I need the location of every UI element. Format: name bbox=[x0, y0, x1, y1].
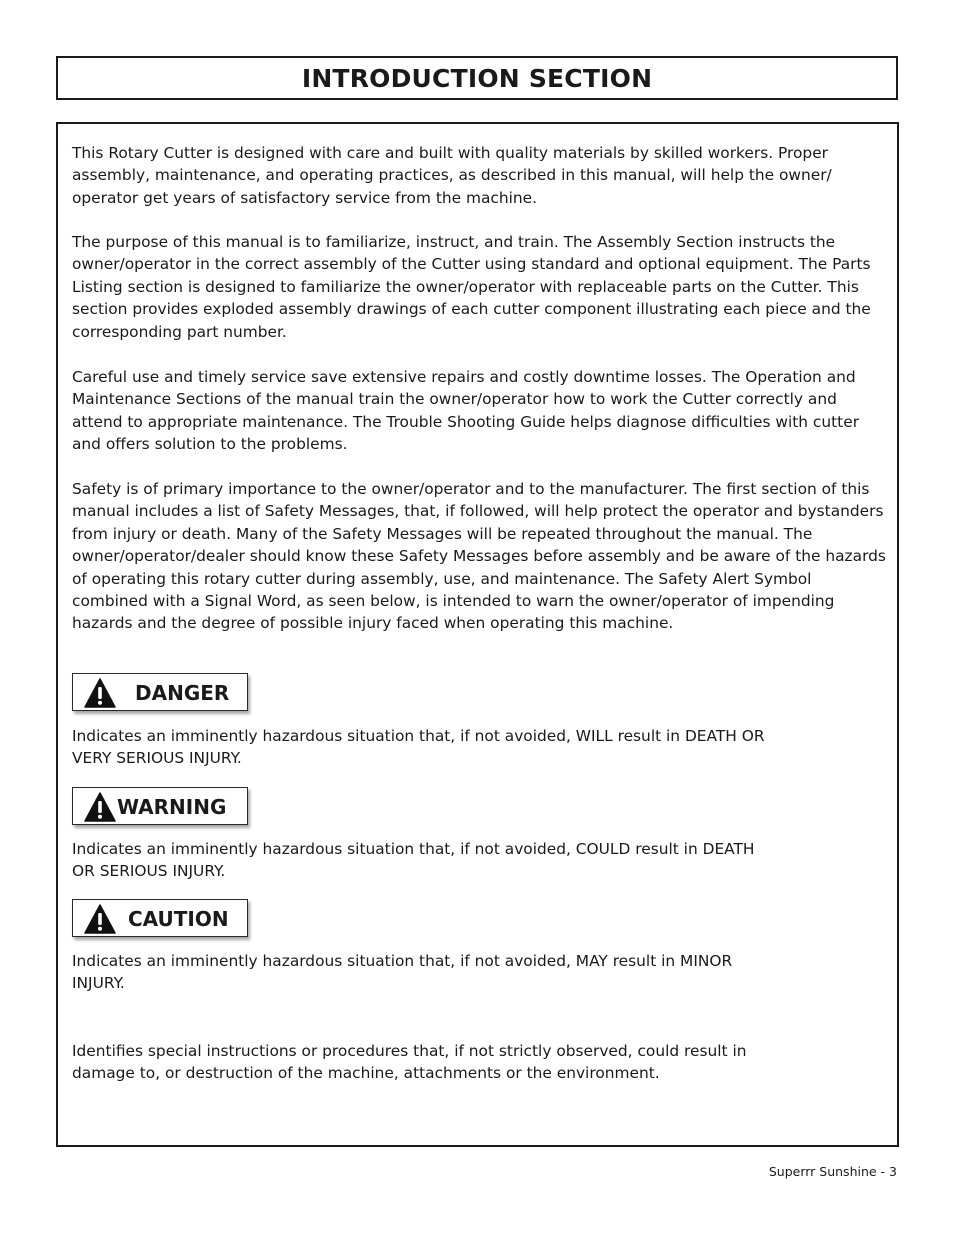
warning-description-line1: Indicates an imminently hazardous situation that, if not avoided, COULD result in DEATH bbox=[72, 840, 755, 858]
notice-description bbox=[72, 1040, 832, 1085]
danger-signal-box bbox=[72, 673, 248, 711]
notice-description-line1: Identifies special instructions or procedures that, if not strictly observed, could result in bbox=[72, 1042, 747, 1060]
warning-triangle-icon bbox=[84, 791, 116, 823]
danger-description bbox=[72, 725, 832, 770]
intro-paragraph: This Rotary Cutter is designed with care and built with quality materials by skilled workers. Proper assembly, maintenance, and operating practices, as described in this manual, will help the owner/ operator get years of satisfactory service from the machine. bbox=[72, 144, 832, 207]
danger-description-line1: Indicates an imminently hazardous situation that, if not avoided, WILL result in DEATH OR bbox=[72, 727, 765, 745]
page-footer: Superrr Sunshine - 3 bbox=[768, 1164, 897, 1179]
section-title-box bbox=[56, 56, 898, 100]
warning-triangle-icon bbox=[84, 677, 116, 709]
danger-description-line2: VERY SERIOUS INJURY. bbox=[72, 749, 242, 768]
caution-description-line1: Indicates an imminently hazardous situation that, if not avoided, MAY result in MINOR bbox=[72, 952, 733, 970]
notice-description-line2: damage to, or destruction of the machine, attachments or the environment. bbox=[72, 1064, 660, 1083]
page-title: INTRODUCTION SECTION bbox=[301, 63, 653, 93]
warning-description-line2: OR SERIOUS INJURY. bbox=[72, 862, 226, 881]
safety-paragraph: Safety is of primary importance to the owner/operator and to the manufacturer. The first section of this manual includes a list of Safety Messages, that, if followed, will help protect the operator and bystanders from injury or death. Many of the Safety Messages will be repeated throughout the manual. The owner/operator/dealer should know these Safety Messages before assembly and be aware of the hazards of operating this rotary cutter during assembly, use, and maintenance. The Safety Alert Symbol combined with a Signal Word, as seen below, is intended to warn the owner/operator of impending hazards and the degree of possible injury faced when operating this machine. bbox=[72, 480, 886, 633]
caution-signal-box bbox=[72, 899, 248, 937]
warning-triangle-icon bbox=[84, 903, 116, 935]
warning-description bbox=[72, 838, 832, 883]
caution-signal-word: CAUTION bbox=[128, 907, 229, 931]
purpose-paragraph: The purpose of this manual is to familiarize, instruct, and train. The Assembly Section instructs the owner/operator in the correct assembly of the Cutter using standard and optional equipment. The Parts Listing section is designed to familiarize the owner/operator with replaceable parts on the Cutter. This section provides exploded assembly drawings of each cutter component illustrating each piece and the corresponding part number. bbox=[72, 233, 871, 341]
caution-description-line2: INJURY. bbox=[72, 974, 125, 993]
service-paragraph: Careful use and timely service save extensive repairs and costly downtime losses. The Operation and Maintenance Sections of the manual train the owner/operator how to work the Cutter correctly and attend to appropriate maintenance. The Trouble Shooting Guide helps diagnose difficulties with cutter and offers solution to the problems. bbox=[72, 368, 860, 454]
content-box bbox=[56, 122, 899, 1147]
danger-signal-word: DANGER bbox=[135, 681, 230, 705]
warning-signal-box bbox=[72, 787, 248, 825]
caution-description bbox=[72, 950, 832, 995]
warning-signal-word: WARNING bbox=[117, 795, 227, 819]
